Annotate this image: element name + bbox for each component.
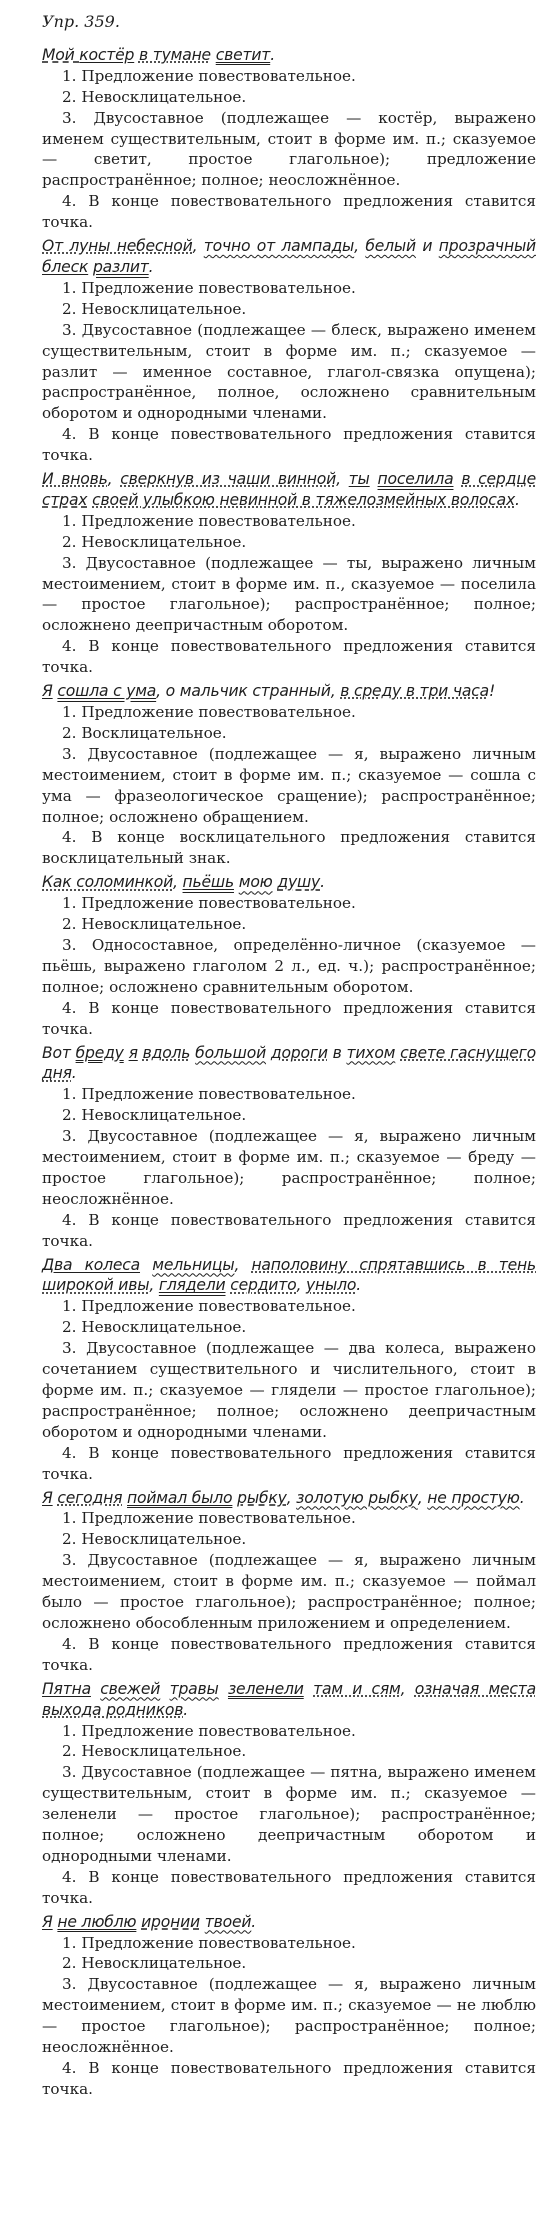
sentence-segment: . [356, 1276, 361, 1295]
sentence-segment: , [107, 470, 121, 489]
exercise-list [42, 45, 536, 2100]
analysis-point: 4. В конце восклицательного предложения ставится восклицательный знак. [42, 828, 536, 868]
analysis-point: 4. В конце повествовательного предложения ставится точка. [42, 1867, 536, 1907]
sentence-segment: страх [42, 490, 88, 509]
analysis-point: 1. Предложение повествовательное. [62, 703, 356, 721]
sentence-segment: светит [215, 45, 271, 64]
analysis-point: 1. Предложение повествовательное. [62, 1721, 356, 1740]
analysis-point: 1. Предложение повествовательное. [62, 1933, 356, 1952]
analysis-point: 1. Предложение повествовательное. [62, 894, 356, 913]
sentence-segment: свежей [100, 1679, 161, 1698]
sentence-segment: там и сям [313, 1679, 401, 1698]
sentence-segment: Я [42, 682, 53, 701]
analysis-point: 2. Невосклицательное. [62, 299, 247, 318]
example-sentence [42, 1679, 536, 1721]
sentence-segment [219, 1680, 228, 1698]
sentence-segment: белый [365, 237, 416, 256]
analysis-point: 2. Невосклицательное. [62, 1954, 247, 1973]
sentence-segment: . [148, 257, 154, 276]
analysis-point: 3. Двусоставное (подлежащее — ты, выражено личным местоимением, стоит в форме им. п., сказуемое — поселила — простое глагольное); распространённое; полное; осложнено деепричастным оборотом. [42, 553, 536, 635]
analysis-point: 3. Двусоставное (подлежащее — я, выражено личным местоимением, стоит в форме им. п.; сказуемое — сошла с ума — фразеологическое сращение); распространённое; полное; осложнено обращением. [42, 744, 536, 826]
sentence-segment: , [354, 237, 366, 256]
sentence-segment [91, 1680, 100, 1698]
sentence-segment: блеск [42, 257, 89, 276]
sentence-segment: . [183, 1700, 189, 1719]
analysis-point: 3. Двусоставное (подлежащее — костёр, выражено именем существительным, стоит в форме им. п.; сказуемое — светит, простое глагольное); предложение распространённое; полное; неосложнённое. [42, 108, 536, 190]
exercise-item [42, 469, 536, 678]
sentence-segment: сошла с ума [57, 682, 157, 701]
sentence-segment: И вновь [42, 470, 108, 489]
sentence-segment: своей улыбкою невинной в тяжелозмейных волосах [92, 490, 516, 509]
sentence-segment: , [234, 1255, 252, 1274]
sentence-segment: , [286, 1488, 297, 1507]
sentence-segment: иронии [141, 1912, 200, 1931]
sentence-segment: . [320, 873, 325, 892]
analysis-point: 2. Невосклицательное. [62, 1106, 247, 1125]
sentence-segment: . [515, 490, 520, 509]
sentence-segment: зеленели [227, 1679, 304, 1698]
sentence-segment: От луны небесной [42, 237, 193, 256]
sentence-segment: и [415, 237, 439, 256]
sentence-segment: свете гаснущего дня [42, 1043, 536, 1083]
sentence-segment: душу [277, 873, 321, 892]
analysis-point: 2. Невосклицательное. [62, 532, 247, 551]
analysis-point: 3. Двусоставное (подлежащее — пятна, выражено именем существительным, стоит в форме им. п.; сказуемое — зеленели — простое глагольное); распространённое; полное; осложнено деепричастным оборотом и однородными членами. [42, 1763, 536, 1865]
sentence-segment: костёр [79, 45, 135, 64]
sentence-segment: Я [42, 1912, 53, 1931]
analysis-point: 2. Невосклицательное. [62, 1318, 247, 1337]
example-sentence [42, 681, 536, 702]
sentence-segment: глядели [158, 1276, 226, 1295]
exercise-item [42, 1488, 536, 1676]
sentence-segment: Мой [42, 45, 80, 64]
exercise-item [42, 1043, 536, 1252]
sentence-segment: в среду в три часа [340, 682, 489, 701]
sentence-segment: мельницы [152, 1255, 235, 1274]
example-sentence [42, 1912, 536, 1933]
sentence-segment: , о мальчик странный, [156, 682, 341, 701]
analysis-point: 1. Предложение повествовательное. [62, 278, 356, 297]
analysis-point: 4. В конце повествовательного предложения ставится точка. [42, 192, 536, 232]
example-sentence [42, 1488, 536, 1509]
example-sentence [42, 45, 536, 66]
sentence-segment: уныло [305, 1276, 357, 1295]
sentence-segment: поселила [377, 470, 454, 489]
analysis-point: 3. Односоставное, определённо-личное (сказуемое — пьёшь, выражено глаголом 2 л., ед. ч.); распространённое; полное; осложнено сравнительным оборотом. [42, 935, 536, 996]
sentence-segment: поймал было [127, 1488, 233, 1507]
analysis-point: 4. В конце повествовательного предложения ставится точка. [42, 425, 536, 465]
sentence-segment: большой [195, 1043, 267, 1062]
analysis-point: 1. Предложение повествовательное. [62, 511, 356, 530]
sentence-segment: , [336, 470, 349, 489]
analysis-point: 1. Предложение повествовательное. [62, 1297, 356, 1316]
sentence-segment: ! [488, 682, 495, 701]
analysis-point: 3. Двусоставное (подлежащее — блеск, выражено именем существительным, стоит в форме им. п.; сказуемое — разлит — именное составное, глагол-связка опущена); распространённое, полное, осложнено сравнительным оборотом и однородными членами. [42, 320, 536, 423]
sentence-segment: означая места выхода родников [42, 1679, 536, 1719]
analysis-point: 3. Двусоставное (подлежащее — два колеса, выражено сочетанием существительного и числительного, стоит в форме им. п.; сказуемое — глядели — простое глагольное); распространённое; полное; осложнено деепричастным оборотом и однородными членами. [42, 1339, 536, 1441]
exercise-item [42, 872, 536, 1039]
sentence-segment: наполовину спрятавшись в тень широкой ивы [42, 1255, 536, 1295]
sentence-segment: , [192, 237, 204, 256]
sentence-segment: травы [169, 1679, 219, 1698]
sentence-segment: , [149, 1276, 159, 1295]
sentence-segment: не простую [427, 1488, 520, 1507]
sentence-segment: сердито [230, 1276, 297, 1295]
exercise-item [42, 1255, 536, 1485]
analysis-point: 4. В конце повествовательного предложения ставится точка. [42, 998, 536, 1038]
sentence-segment: ты [348, 470, 370, 489]
exercise-item [42, 45, 536, 233]
sentence-segment: разлит [92, 257, 149, 276]
sentence-segment: Пятна [42, 1679, 91, 1698]
sentence-segment: Вот [42, 1043, 76, 1062]
sentence-segment [160, 1680, 169, 1698]
analysis-point: 3. Двусоставное (подлежащее — я, выражено личным местоимением, стоит в форме им. п.; сказуемое — не люблю — простое глагольное); распространённое; полное; неосложнённое. [42, 1975, 536, 2057]
analysis-point: 1. Предложение повествовательное. [62, 1085, 356, 1104]
example-sentence [42, 1043, 536, 1085]
analysis-point: 2. Невосклицательное. [62, 87, 247, 106]
sentence-segment: . [251, 1912, 257, 1931]
analysis-point: 3. Двусоставное (подлежащее — я, выражено личным местоимением, стоит в форме им. п.; сказуемое — бреду — простое глагольное); распространённое; полное; неосложнённое. [42, 1127, 536, 1208]
sentence-segment: сверкнув из чаши винной [120, 470, 337, 489]
sentence-segment [304, 1680, 313, 1698]
sentence-segment [370, 470, 378, 488]
sentence-segment: мою [238, 873, 273, 892]
sentence-segment: пьёшь [182, 873, 234, 892]
sentence-segment: . [71, 1064, 77, 1083]
analysis-point: 4. В конце повествовательного предложения ставится точка. [42, 1443, 536, 1483]
sentence-segment: . [519, 1488, 525, 1507]
sentence-segment: в тумане [138, 45, 211, 64]
analysis-point: 4. В конце повествовательного предложения ставится точка. [42, 2059, 536, 2098]
sentence-segment: твоей [204, 1912, 252, 1931]
sentence-segment: . [270, 45, 275, 64]
sentence-segment: Как соломинкой [42, 873, 174, 892]
sentence-segment: вдоль [142, 1043, 191, 1062]
example-sentence [42, 469, 536, 511]
example-sentence [42, 872, 536, 893]
sentence-segment: точно от лампады [203, 237, 355, 256]
analysis-point: 3. Двусоставное (подлежащее — я, выражено личным местоимением, стоит в форме им. п.; сказуемое — поймал было — простое глагольное); распространённое; полное; осложнено обособленным приложением и определением. [42, 1551, 536, 1632]
analysis-point: 2. Невосклицательное. [62, 1742, 247, 1761]
sentence-segment: Я [42, 1488, 53, 1507]
sentence-segment: в сердце [461, 470, 537, 489]
exercise-item [42, 681, 536, 869]
exercise-item [42, 236, 536, 466]
sentence-segment: , [400, 1679, 415, 1698]
sentence-segment: Два колеса [42, 1255, 141, 1274]
sentence-segment: тихом [346, 1043, 396, 1062]
analysis-point: 1. Предложение повествовательное. [62, 1509, 356, 1528]
analysis-point: 4. В конце повествовательного предложения ставится точка. [42, 1210, 536, 1250]
example-sentence [42, 1255, 536, 1297]
analysis-point: 2. Невосклицательное. [62, 915, 247, 934]
exercise-item [42, 1679, 536, 1909]
analysis-point: 4. В конце повествовательного предложения ставится точка. [42, 637, 536, 677]
analysis-point: 1. Предложение повествовательное. [62, 66, 356, 85]
sentence-segment: , [296, 1276, 306, 1295]
exercise-item [42, 1912, 536, 2100]
sentence-segment: дороги [270, 1043, 328, 1062]
example-sentence [42, 236, 536, 278]
sentence-segment: , [417, 1488, 428, 1507]
analysis-point: 4. В конце повествовательного предложения ставится точка. [42, 1634, 536, 1674]
sentence-segment: бреду [75, 1043, 124, 1062]
sentence-segment [140, 1256, 152, 1274]
analysis-point: 2. Восклицательное. [62, 723, 227, 742]
sentence-segment: не люблю [57, 1912, 137, 1931]
exercise-title: Упр. 359. [42, 12, 120, 31]
sentence-segment: золотую рыбку [296, 1488, 418, 1507]
sentence-segment: в [327, 1043, 347, 1062]
analysis-point: 2. Невосклицательное. [62, 1530, 247, 1549]
sentence-segment: я [128, 1043, 138, 1062]
sentence-segment: сегодня [57, 1488, 123, 1507]
sentence-segment: рыбку [237, 1488, 287, 1507]
sentence-segment: прозрачный [438, 237, 536, 256]
sentence-segment: , [173, 873, 183, 892]
